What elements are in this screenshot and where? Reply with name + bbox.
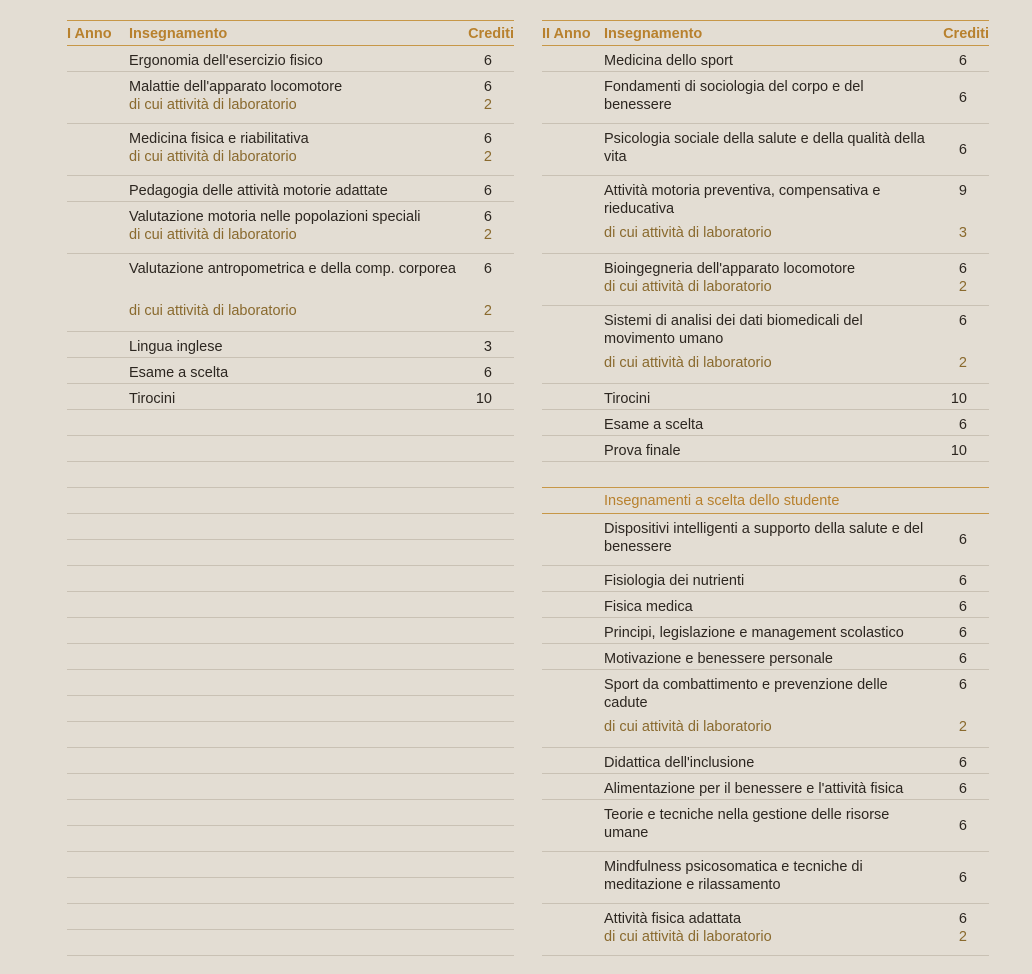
course-credits: 9 xyxy=(958,183,967,199)
course-name: Didattica dell'inclusione xyxy=(604,755,755,771)
table-row xyxy=(542,852,989,904)
empty-row xyxy=(67,514,514,540)
empty-row xyxy=(67,722,514,748)
course-credits: 6 xyxy=(958,53,967,69)
course-name: Lingua inglese xyxy=(129,339,223,355)
lab-label: di cui attività di laboratorio xyxy=(604,355,772,371)
table-row xyxy=(542,176,989,254)
year1-header xyxy=(67,20,514,46)
course-credits: 6 xyxy=(958,142,967,158)
course-name: Tirocini xyxy=(604,391,651,407)
table-row xyxy=(542,644,989,670)
course-name: Alimentazione per il benessere e l'attività fisica xyxy=(604,781,904,797)
table-row xyxy=(542,618,989,644)
empty-row xyxy=(67,904,514,930)
course-credits: 6 xyxy=(958,651,967,667)
electives-body xyxy=(542,514,989,956)
table-row xyxy=(542,72,989,124)
table-row xyxy=(542,254,989,306)
empty-row xyxy=(67,644,514,670)
lab-credits: 2 xyxy=(483,227,492,243)
course-name: Medicina dello sport xyxy=(604,53,733,69)
course-name: Fisiologia dei nutrienti xyxy=(604,573,745,589)
course-name: Prova finale xyxy=(604,443,681,459)
empty-row xyxy=(67,826,514,852)
lab-label: di cui attività di laboratorio xyxy=(129,227,297,243)
course-credits: 6 xyxy=(958,90,967,106)
course-name: Esame a scelta xyxy=(129,365,229,381)
year2-body xyxy=(542,46,989,462)
lab-credits: 2 xyxy=(483,303,492,319)
empty-row xyxy=(67,748,514,774)
lab-credits: 2 xyxy=(958,279,967,295)
table-row xyxy=(542,566,989,592)
table-row xyxy=(542,514,989,566)
year2-table xyxy=(542,20,989,956)
course-credits: 6 xyxy=(958,313,967,329)
table-row xyxy=(67,176,514,202)
course-name: Psicologia sociale della salute e della qualità della vita xyxy=(604,131,925,165)
course-credits: 6 xyxy=(958,573,967,589)
course-credits: 6 xyxy=(958,599,967,615)
table-row xyxy=(542,774,989,800)
table-row xyxy=(542,748,989,774)
year2-header-credits: Crediti xyxy=(943,26,989,42)
course-name: Attività motoria preventiva, compensativa e rieducativa xyxy=(604,183,881,217)
course-credits: 6 xyxy=(483,261,492,277)
table-row xyxy=(67,202,514,254)
course-credits: 6 xyxy=(483,209,492,225)
year1-header-course: Insegnamento xyxy=(129,26,228,42)
empty-row xyxy=(67,774,514,800)
table-row xyxy=(67,46,514,72)
course-credits: 6 xyxy=(483,183,492,199)
table-row xyxy=(542,46,989,72)
lab-credits: 2 xyxy=(958,719,967,735)
course-name: Dispositivi intelligenti a supporto della salute e del benessere xyxy=(604,521,924,555)
lab-label: di cui attività di laboratorio xyxy=(604,929,772,945)
course-credits: 6 xyxy=(483,53,492,69)
course-name: Medicina fisica e riabilitativa xyxy=(129,131,309,147)
electives-title-text: Insegnamenti a scelta dello studente xyxy=(604,493,840,509)
section-spacer xyxy=(542,462,989,487)
course-name: Fondamenti di sociologia del corpo e del benessere xyxy=(604,79,864,113)
course-name: Bioingegneria dell'apparato locomotore xyxy=(604,261,856,277)
year1-header-year: I Anno xyxy=(67,26,112,42)
table-row xyxy=(542,436,989,462)
empty-row xyxy=(67,670,514,696)
course-credits: 6 xyxy=(958,625,967,641)
electives-title xyxy=(542,487,989,514)
course-name: Sistemi di analisi dei dati biomedicali del movimento umano xyxy=(604,313,863,347)
course-credits: 6 xyxy=(483,79,492,95)
course-name: Mindfulness psicosomatica e tecniche di meditazione e rilassamento xyxy=(604,859,863,893)
empty-row xyxy=(67,618,514,644)
lab-credits: 2 xyxy=(483,97,492,113)
course-credits: 10 xyxy=(950,443,967,459)
course-name: Malattie dell'apparato locomotore xyxy=(129,79,343,95)
empty-row xyxy=(67,878,514,904)
table-row xyxy=(542,306,989,384)
empty-row xyxy=(67,410,514,436)
table-row xyxy=(542,124,989,176)
empty-row xyxy=(67,462,514,488)
course-credits: 6 xyxy=(958,532,967,548)
course-credits: 10 xyxy=(475,391,492,407)
year2-header-year: II Anno xyxy=(542,26,591,42)
course-credits: 6 xyxy=(958,755,967,771)
lab-credits: 2 xyxy=(483,149,492,165)
course-credits: 6 xyxy=(958,870,967,886)
table-row xyxy=(542,904,989,956)
lab-label: di cui attività di laboratorio xyxy=(604,225,772,241)
table-row xyxy=(67,124,514,176)
course-name: Attività fisica adattata xyxy=(604,911,742,927)
course-credits: 6 xyxy=(483,365,492,381)
course-name: Valutazione antropometrica e della comp. corporea xyxy=(129,261,456,277)
course-credits: 6 xyxy=(958,417,967,433)
lab-credits: 3 xyxy=(958,225,967,241)
year2-header xyxy=(542,20,989,46)
table-row xyxy=(67,72,514,124)
empty-row xyxy=(67,540,514,566)
table-row xyxy=(67,384,514,410)
course-name: Motivazione e benessere personale xyxy=(604,651,833,667)
table-row xyxy=(542,670,989,748)
course-credits: 6 xyxy=(958,818,967,834)
year2-header-course: Insegnamento xyxy=(604,26,703,42)
empty-row xyxy=(67,566,514,592)
course-name: Pedagogia delle attività motorie adattate xyxy=(129,183,388,199)
course-name: Tirocini xyxy=(129,391,176,407)
course-name: Fisica medica xyxy=(604,599,693,615)
table-row xyxy=(67,332,514,358)
course-credits: 6 xyxy=(958,911,967,927)
course-name: Esame a scelta xyxy=(604,417,704,433)
course-credits: 6 xyxy=(958,677,967,693)
empty-row xyxy=(67,592,514,618)
lab-label: di cui attività di laboratorio xyxy=(604,719,772,735)
empty-row xyxy=(67,436,514,462)
empty-row xyxy=(67,800,514,826)
course-credits: 6 xyxy=(958,261,967,277)
course-credits: 6 xyxy=(958,781,967,797)
lab-credits: 2 xyxy=(958,355,967,371)
lab-label: di cui attività di laboratorio xyxy=(604,279,772,295)
table-row xyxy=(542,800,989,852)
lab-label: di cui attività di laboratorio xyxy=(129,303,297,319)
course-name: Ergonomia dell'esercizio fisico xyxy=(129,53,323,69)
lab-label: di cui attività di laboratorio xyxy=(129,149,297,165)
course-name: Sport da combattimento e prevenzione delle cadute xyxy=(604,677,888,711)
course-credits: 3 xyxy=(483,339,492,355)
course-credits: 6 xyxy=(483,131,492,147)
table-row xyxy=(542,592,989,618)
lab-credits: 2 xyxy=(958,929,967,945)
course-name: Principi, legislazione e management scolastico xyxy=(604,625,904,641)
table-row xyxy=(542,384,989,410)
course-name: Valutazione motoria nelle popolazioni speciali xyxy=(129,209,421,225)
year1-header-credits: Crediti xyxy=(468,26,514,42)
year1-table xyxy=(67,20,514,956)
year1-body xyxy=(67,46,514,956)
table-row xyxy=(542,410,989,436)
table-row xyxy=(67,254,514,332)
course-credits: 10 xyxy=(950,391,967,407)
course-name: Teorie e tecniche nella gestione delle risorse umane xyxy=(604,807,890,841)
table-row xyxy=(67,358,514,384)
empty-row xyxy=(67,930,514,956)
empty-row xyxy=(67,852,514,878)
empty-row xyxy=(67,696,514,722)
empty-row xyxy=(67,488,514,514)
lab-label: di cui attività di laboratorio xyxy=(129,97,297,113)
